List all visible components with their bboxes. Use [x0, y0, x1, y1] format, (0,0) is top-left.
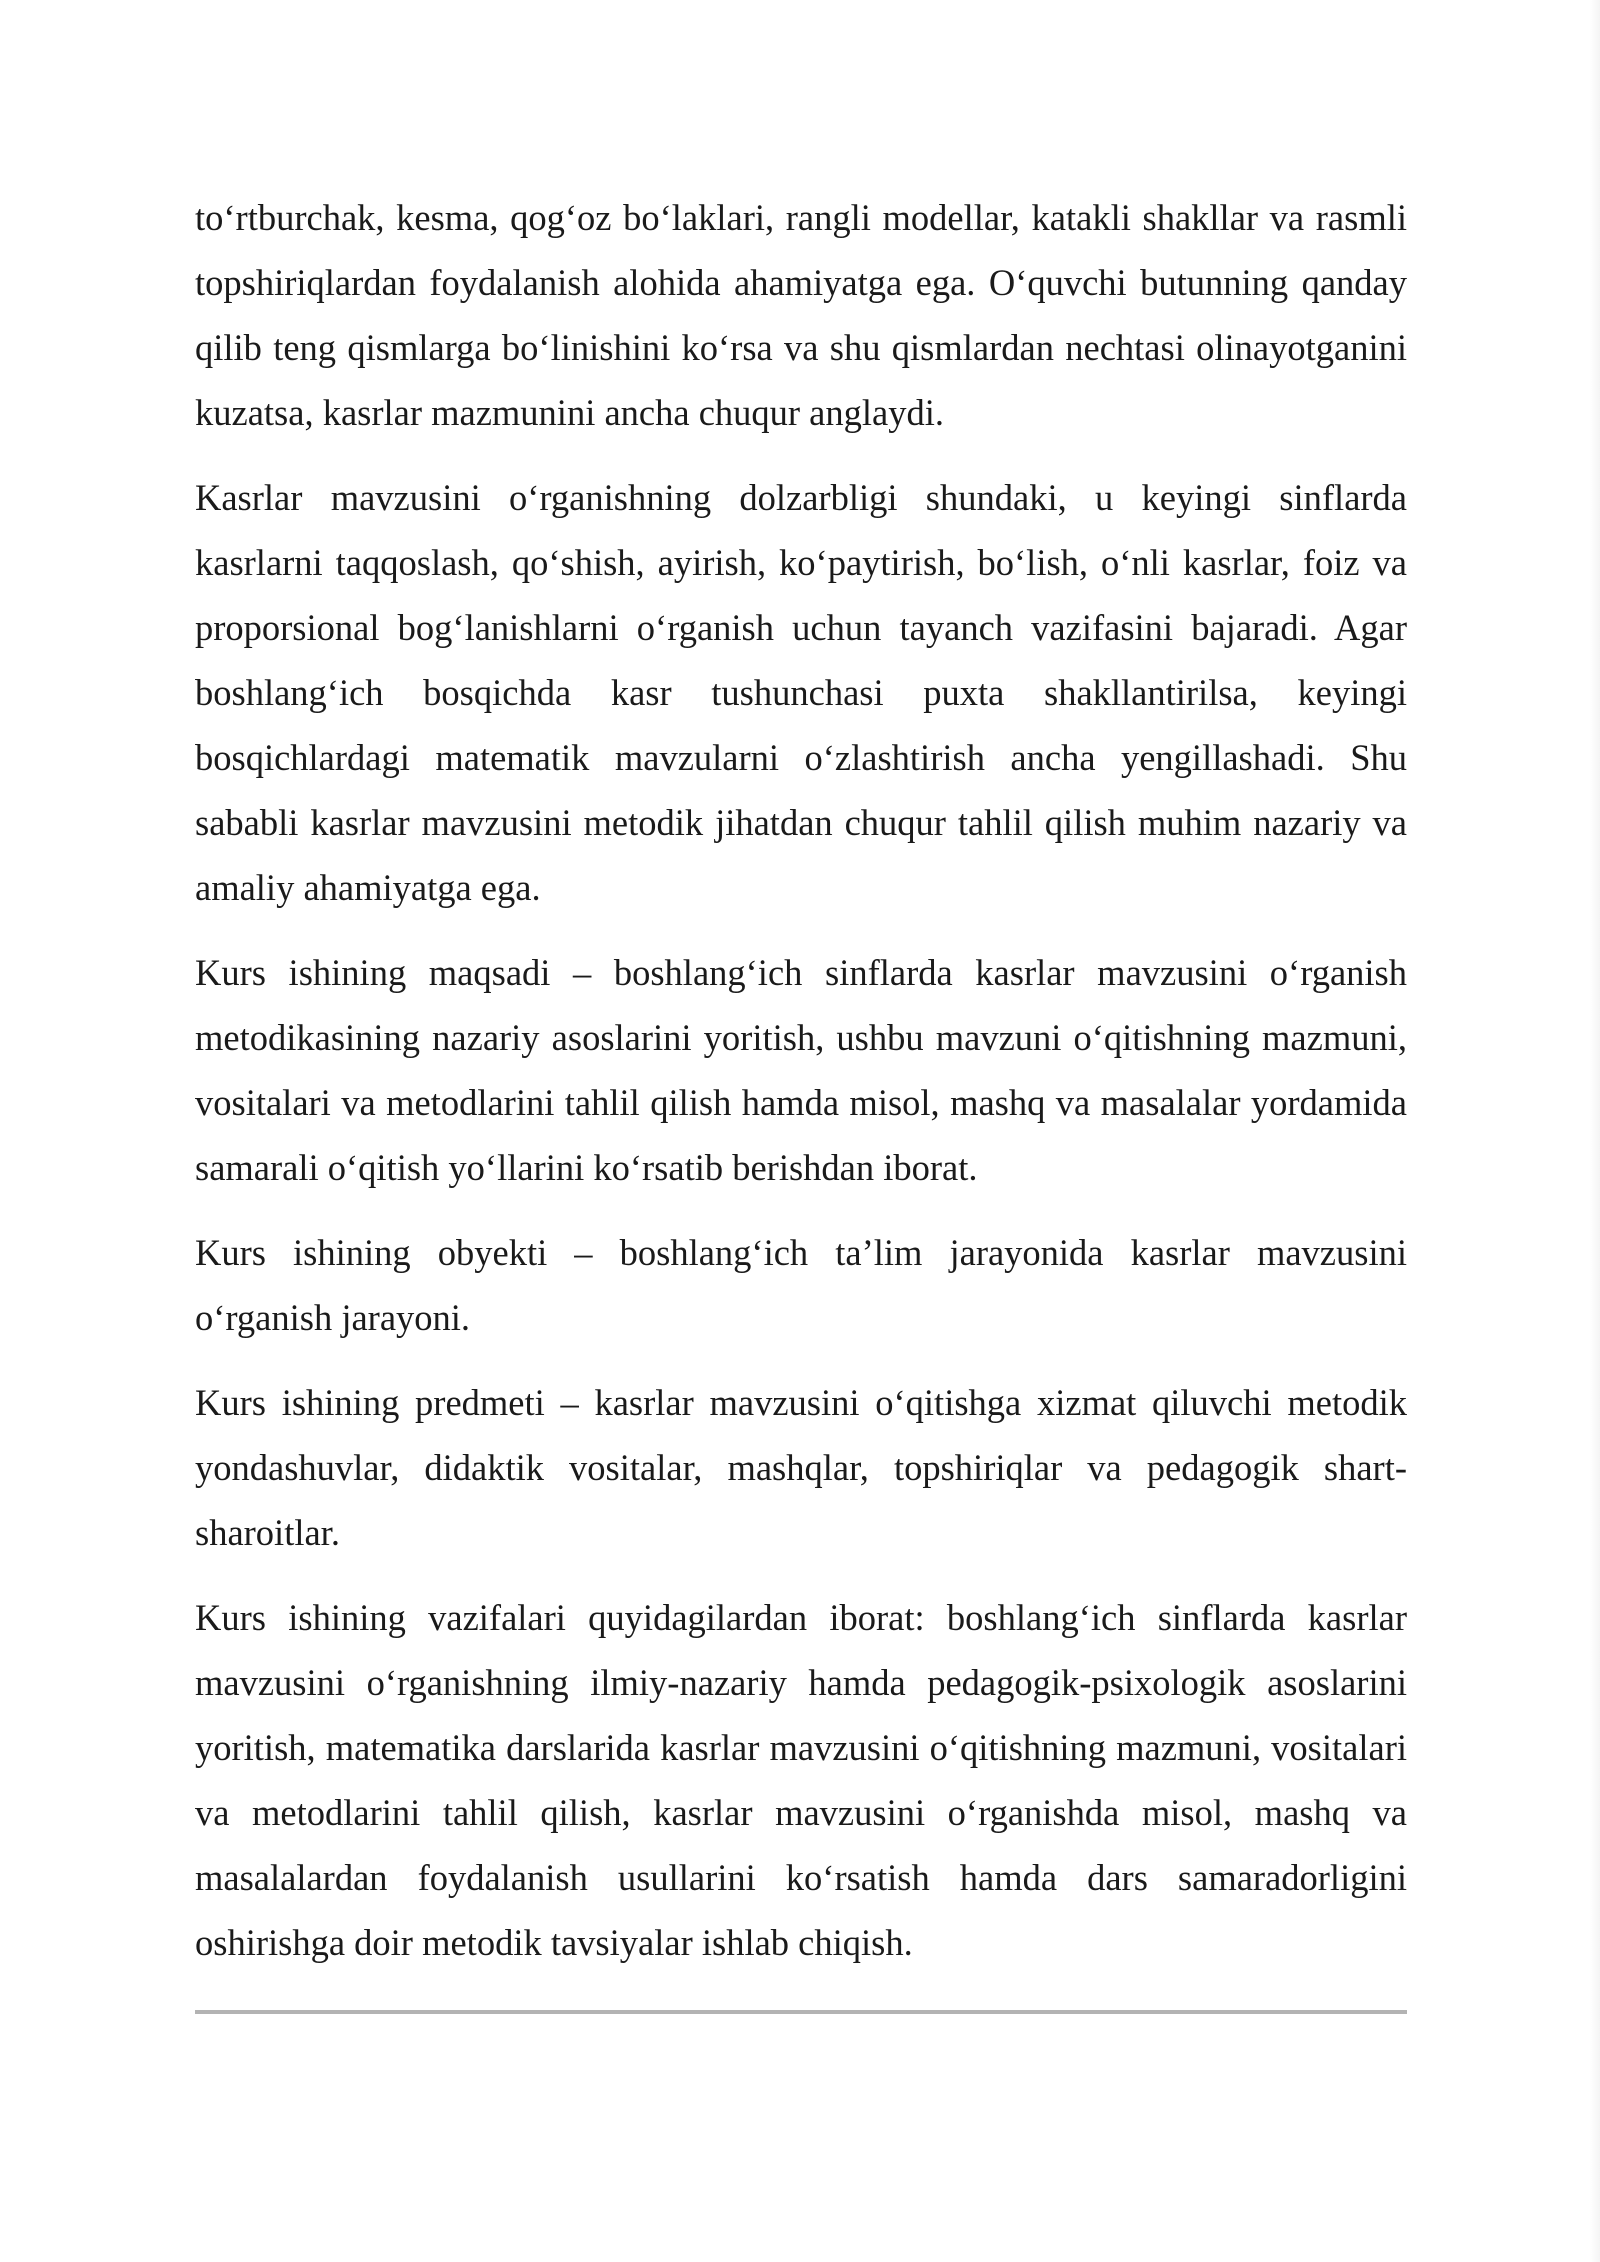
paragraph-visual-aids: to‘rtburchak, kesma, qog‘oz bo‘laklari, rangli modellar, katakli shakllar va rasmli topshiriqlardan foydalanish alohida ahamiyatga ega. O‘quvchi butunning qanday qilib teng qismlarga bo‘linishini ko‘rsa va shu qismlardan nechtasi olinayotganini kuzatsa, kasrlar mazmunini ancha chuqur anglaydi. [195, 197, 1407, 433]
paragraph-goal: Kurs ishining maqsadi – boshlang‘ich sinflarda kasrlar mavzusini o‘rganish metodikasining nazariy asoslarini yoritish, ushbu mavzuni o‘qitishning mazmuni, vositalari va metodlarini tahlil qilish hamda misol, mashq va masalalar yordamida samarali o‘qitish yo‘llarini ko‘rsatib berishdan iborat. [195, 952, 1407, 1188]
document-body [195, 185, 1407, 1995]
paragraph-relevance: Kasrlar mavzusini o‘rganishning dolzarbligi shundaki, u keyingi sinflarda kasrlarni taqqoslash, qo‘shish, ayirish, ko‘paytirish, bo‘lish, o‘nli kasrlar, foiz va proporsional bog‘lanishlarni o‘rganish uchun tayanch vazifasini bajaradi. Agar boshlang‘ich bosqichda kasr tushunchasi puxta shakllantirilsa, keyingi bosqichlardagi matematik mavzularni o‘zlashtirish ancha yengillashadi. Shu sababli kasrlar mavzusini metodik jihatdan chuqur tahlil qilish muhim nazariy va amaliy ahamiyatga ega. [195, 477, 1407, 908]
footnote-divider [195, 2010, 1407, 2014]
paragraph-subject: Kurs ishining predmeti – kasrlar mavzusini o‘qitishga xizmat qiluvchi metodik yondashuvlar, didaktik vositalar, mashqlar, topshiriqlar va pedagogik shart-sharoitlar. [195, 1382, 1407, 1553]
page-edge-shade [1590, 0, 1600, 2262]
paragraph-object: Kurs ishining obyekti – boshlang‘ich ta’lim jarayonida kasrlar mavzusini o‘rganish jarayoni. [195, 1232, 1407, 1338]
paragraph-tasks: Kurs ishining vazifalari quyidagilardan iborat: boshlang‘ich sinflarda kasrlar mavzusini o‘rganishning ilmiy-nazariy hamda pedagogik-psixologik asoslarini yoritish, matematika darslarida kasrlar mavzusini o‘qitishning mazmuni, vositalari va metodlarini tahlil qilish, kasrlar mavzusini o‘rganishda misol, mashq va masalalardan foydalanish usullarini ko‘rsatish hamda dars samaradorligini oshirishga doir metodik tavsiyalar ishlab chiqish. [195, 1597, 1407, 1963]
